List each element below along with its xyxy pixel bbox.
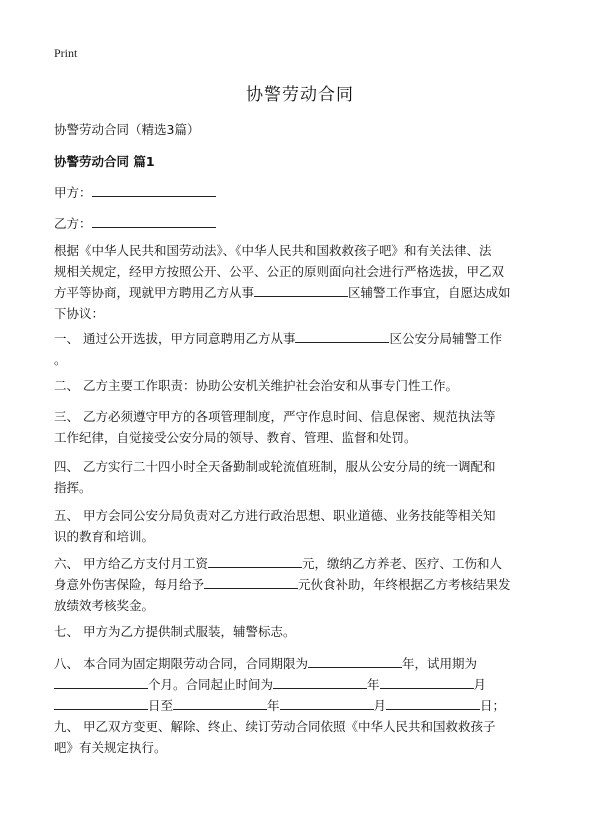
clause-8-line-1-end: 年，试用期为 xyxy=(401,656,477,671)
intro-line-2: 规相关规定，经甲方按照公开、公平、公正的原则面向社会进行严格选拔，甲乙双 xyxy=(54,264,505,279)
clause-1 xyxy=(54,328,552,370)
clause-3-line-1: 三、 乙方必须遵守甲方的各项管理制度，严守作息时间、信息保密、规范执法等 xyxy=(54,409,496,424)
clause-8-line-2 xyxy=(54,674,552,695)
intro-line-1: 根据《中华人民共和国劳动法》、《中华人民共和国救救孩子吧》和有关法律、法 xyxy=(54,243,492,258)
clause-6 xyxy=(54,553,552,616)
end-month-blank xyxy=(280,696,374,710)
end-day-blank xyxy=(386,696,480,710)
clause-1-line-2: 。 xyxy=(54,352,67,367)
clause-1-end: 区公安分局辅警工作 xyxy=(389,331,502,346)
clause-6-line-1 xyxy=(54,553,552,574)
clause-8-line-3 xyxy=(54,695,552,716)
clause-2-line-1: 二、 乙方主要工作职责：协助公安机关维护社会治安和从事专门性工作。 xyxy=(54,378,458,393)
clause-5-line-2: 识的教育和培训。 xyxy=(54,529,155,544)
party-a-label: 甲方： xyxy=(54,185,92,200)
party-a-blank xyxy=(92,183,216,197)
clause-6-line-1-start: 六、 甲方给乙方支付月工资 xyxy=(54,556,208,571)
clause-3 xyxy=(54,406,552,448)
intro-line-4: 下协议： xyxy=(54,306,105,321)
print-link[interactable]: Print xyxy=(54,46,78,60)
party-a-line xyxy=(54,183,216,201)
end-year-label: 年 xyxy=(267,698,280,713)
start-month-label: 月 xyxy=(473,677,487,692)
clause-3-line-2: 工作纪律，自觉接受公安分局的领导、教育、管理、监督和处罚。 xyxy=(54,430,417,445)
clause-5 xyxy=(54,505,552,547)
clause-6-line-2-end: 元伙食补助，年终根据乙方考核结果发 xyxy=(298,577,511,592)
party-b-label: 乙方： xyxy=(54,216,92,231)
document-subtitle: 协警劳动合同（精选3篇） xyxy=(54,122,200,137)
clause-4-line-1: 四、 乙方实行二十四小时全天备勤制或轮流值班制，服从公安分局的统一调配和 xyxy=(54,459,496,474)
clause-1-blank xyxy=(295,329,389,343)
intro-line-3-start: 方平等协商，现就甲方聘用乙方从事 xyxy=(54,285,255,300)
clause-8-line-1-start: 八、 本合同为固定期限劳动合同，合同期限为 xyxy=(54,656,308,671)
clause-7-line-1: 七、 甲方为乙方提供制式服装，辅警标志。 xyxy=(54,624,296,639)
clause-1-line-1 xyxy=(54,328,552,349)
start-year-label: 年 xyxy=(367,677,380,692)
clause-6-line-1-end: 元，缴纳乙方养老、医疗、工伤和人 xyxy=(301,556,502,571)
clause-4 xyxy=(54,456,552,498)
party-b-blank xyxy=(92,214,216,228)
clause-8 xyxy=(54,653,552,716)
start-day-blank xyxy=(54,696,148,710)
section-heading: 协警劳动合同 篇1 xyxy=(54,154,155,169)
probation-months-blank xyxy=(54,675,148,689)
party-b-line xyxy=(54,214,216,232)
intro-line-3-end: 区辅警工作事宜，自愿达成如 xyxy=(348,285,511,300)
clause-6-line-2 xyxy=(54,574,552,595)
clause-5-line-1: 五、 甲方会同公安分局负责对乙方进行政治思想、职业道德、业务技能等相关知 xyxy=(54,508,496,523)
salary-blank xyxy=(208,554,302,568)
contract-years-blank xyxy=(308,654,402,668)
clause-9-line-1: 九、 甲乙双方变更、解除、终止、续订劳动合同依照《中华人民共和国救救孩子 xyxy=(54,719,496,734)
end-year-blank xyxy=(173,696,267,710)
clause-6-line-3: 放绩效考核奖金。 xyxy=(54,598,155,613)
clause-9 xyxy=(54,716,552,758)
end-day-label: 日； xyxy=(480,698,506,713)
start-month-blank xyxy=(380,675,474,689)
start-year-blank xyxy=(273,675,367,689)
document-title: 协警劳动合同 xyxy=(246,85,354,105)
clause-7 xyxy=(54,621,552,642)
clause-4-line-2: 指挥。 xyxy=(54,480,92,495)
clause-8-line-2-start: 个月。合同起止时间为 xyxy=(148,677,274,692)
meal-allowance-blank xyxy=(204,575,298,589)
end-month-label: 月 xyxy=(373,698,387,713)
clause-9-line-2: 吧》有关规定执行。 xyxy=(54,740,167,755)
clause-2 xyxy=(54,375,552,396)
clause-1-start: 一、 通过公开选拔，甲方同意聘用乙方从事 xyxy=(54,331,296,346)
clause-8-line-1 xyxy=(54,653,552,674)
intro-paragraph xyxy=(54,240,552,324)
intro-line-3 xyxy=(54,282,552,303)
intro-job-blank xyxy=(254,283,348,297)
day-to-label: 日至 xyxy=(148,698,174,713)
clause-6-line-2-start: 身意外伤害保险，每月给予 xyxy=(54,577,205,592)
